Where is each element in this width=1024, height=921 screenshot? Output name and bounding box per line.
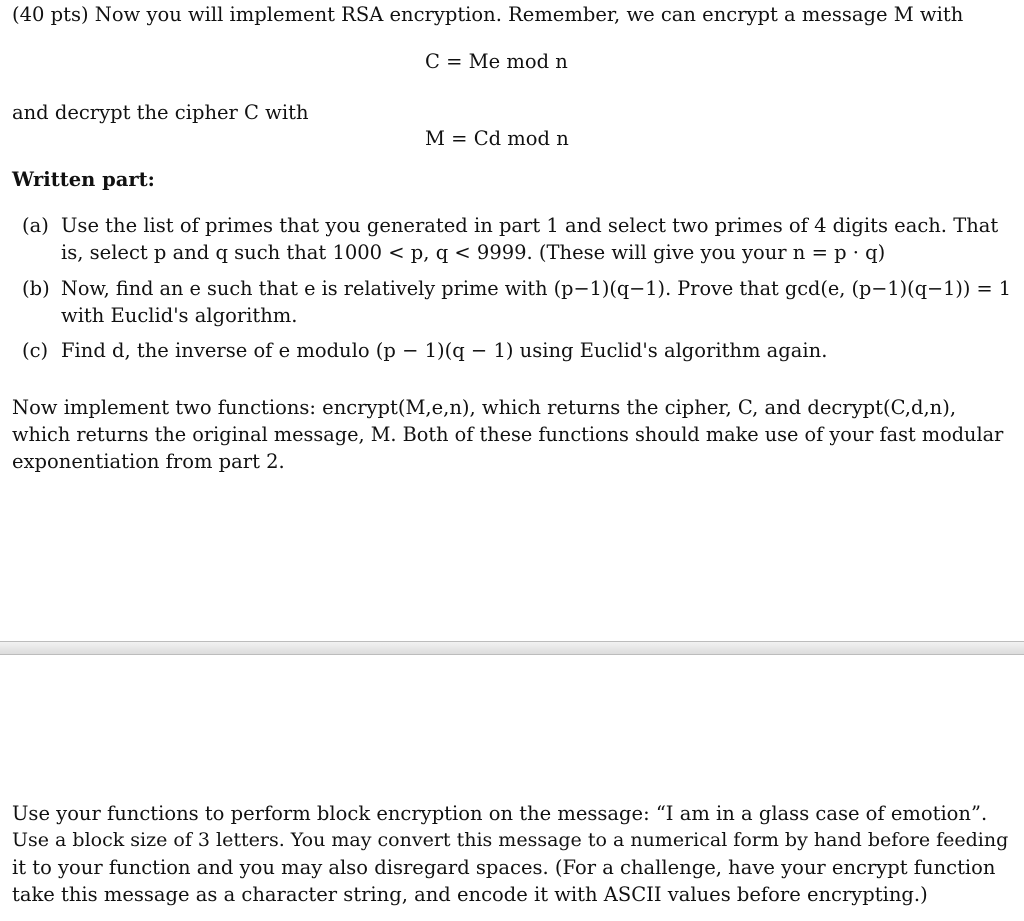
item-b-line-2: with Euclid's algorithm. — [61, 304, 298, 327]
implementation-line-1: Now implement two functions: encrypt(M,e,n), which returns the cipher, C, and decrypt(C,d,n), — [12, 396, 957, 419]
decrypt-intro: and decrypt the cipher C with — [12, 101, 309, 124]
decrypt-equation: M = Cd mod n — [425, 127, 569, 150]
block-encryption-line-4: take this message as a character string, and encode it with ASCII values before encrypting.) — [12, 883, 928, 906]
item-b-line-1: Now, find an e such that e is relatively prime with (p−1)(q−1). Prove that gcd(e, (p−1)(q−1)) = 1 — [61, 277, 1012, 300]
implementation-line-3: exponentiation from part 2. — [12, 450, 285, 473]
problem-header: (40 pts) Now you will implement RSA encryption. Remember, we can encrypt a message M with — [12, 3, 964, 26]
block-encryption-line-2: Use a block size of 3 letters. You may convert this message to a numerical form by hand before feeding — [12, 829, 1009, 851]
written-part-heading: Written part: — [12, 168, 155, 191]
implementation-line-2: which returns the original message, M. Both of these functions should make use of your fast modular — [12, 423, 1004, 446]
block-encryption-line-3: it to your function and you may also disregard spaces. (For a challenge, have your encrypt function — [12, 856, 996, 879]
item-a-line-1: Use the list of primes that you generated in part 1 and select two primes of 4 digits each. That — [61, 214, 999, 237]
item-a-label: (a) — [22, 214, 49, 237]
page-divider — [0, 641, 1024, 655]
item-a-line-2: is, select p and q such that 1000 < p, q < 9999. (These will give you your n = p · q) — [61, 241, 886, 264]
item-c-label: (c) — [22, 339, 49, 362]
encrypt-equation: C = Me mod n — [425, 50, 568, 73]
block-encryption-line-1: Use your functions to perform block encryption on the message: “I am in a glass case of emotion”. — [12, 802, 988, 825]
item-b-label: (b) — [22, 277, 50, 300]
item-c-line-1: Find d, the inverse of e modulo (p − 1)(q − 1) using Euclid's algorithm again. — [61, 339, 828, 362]
